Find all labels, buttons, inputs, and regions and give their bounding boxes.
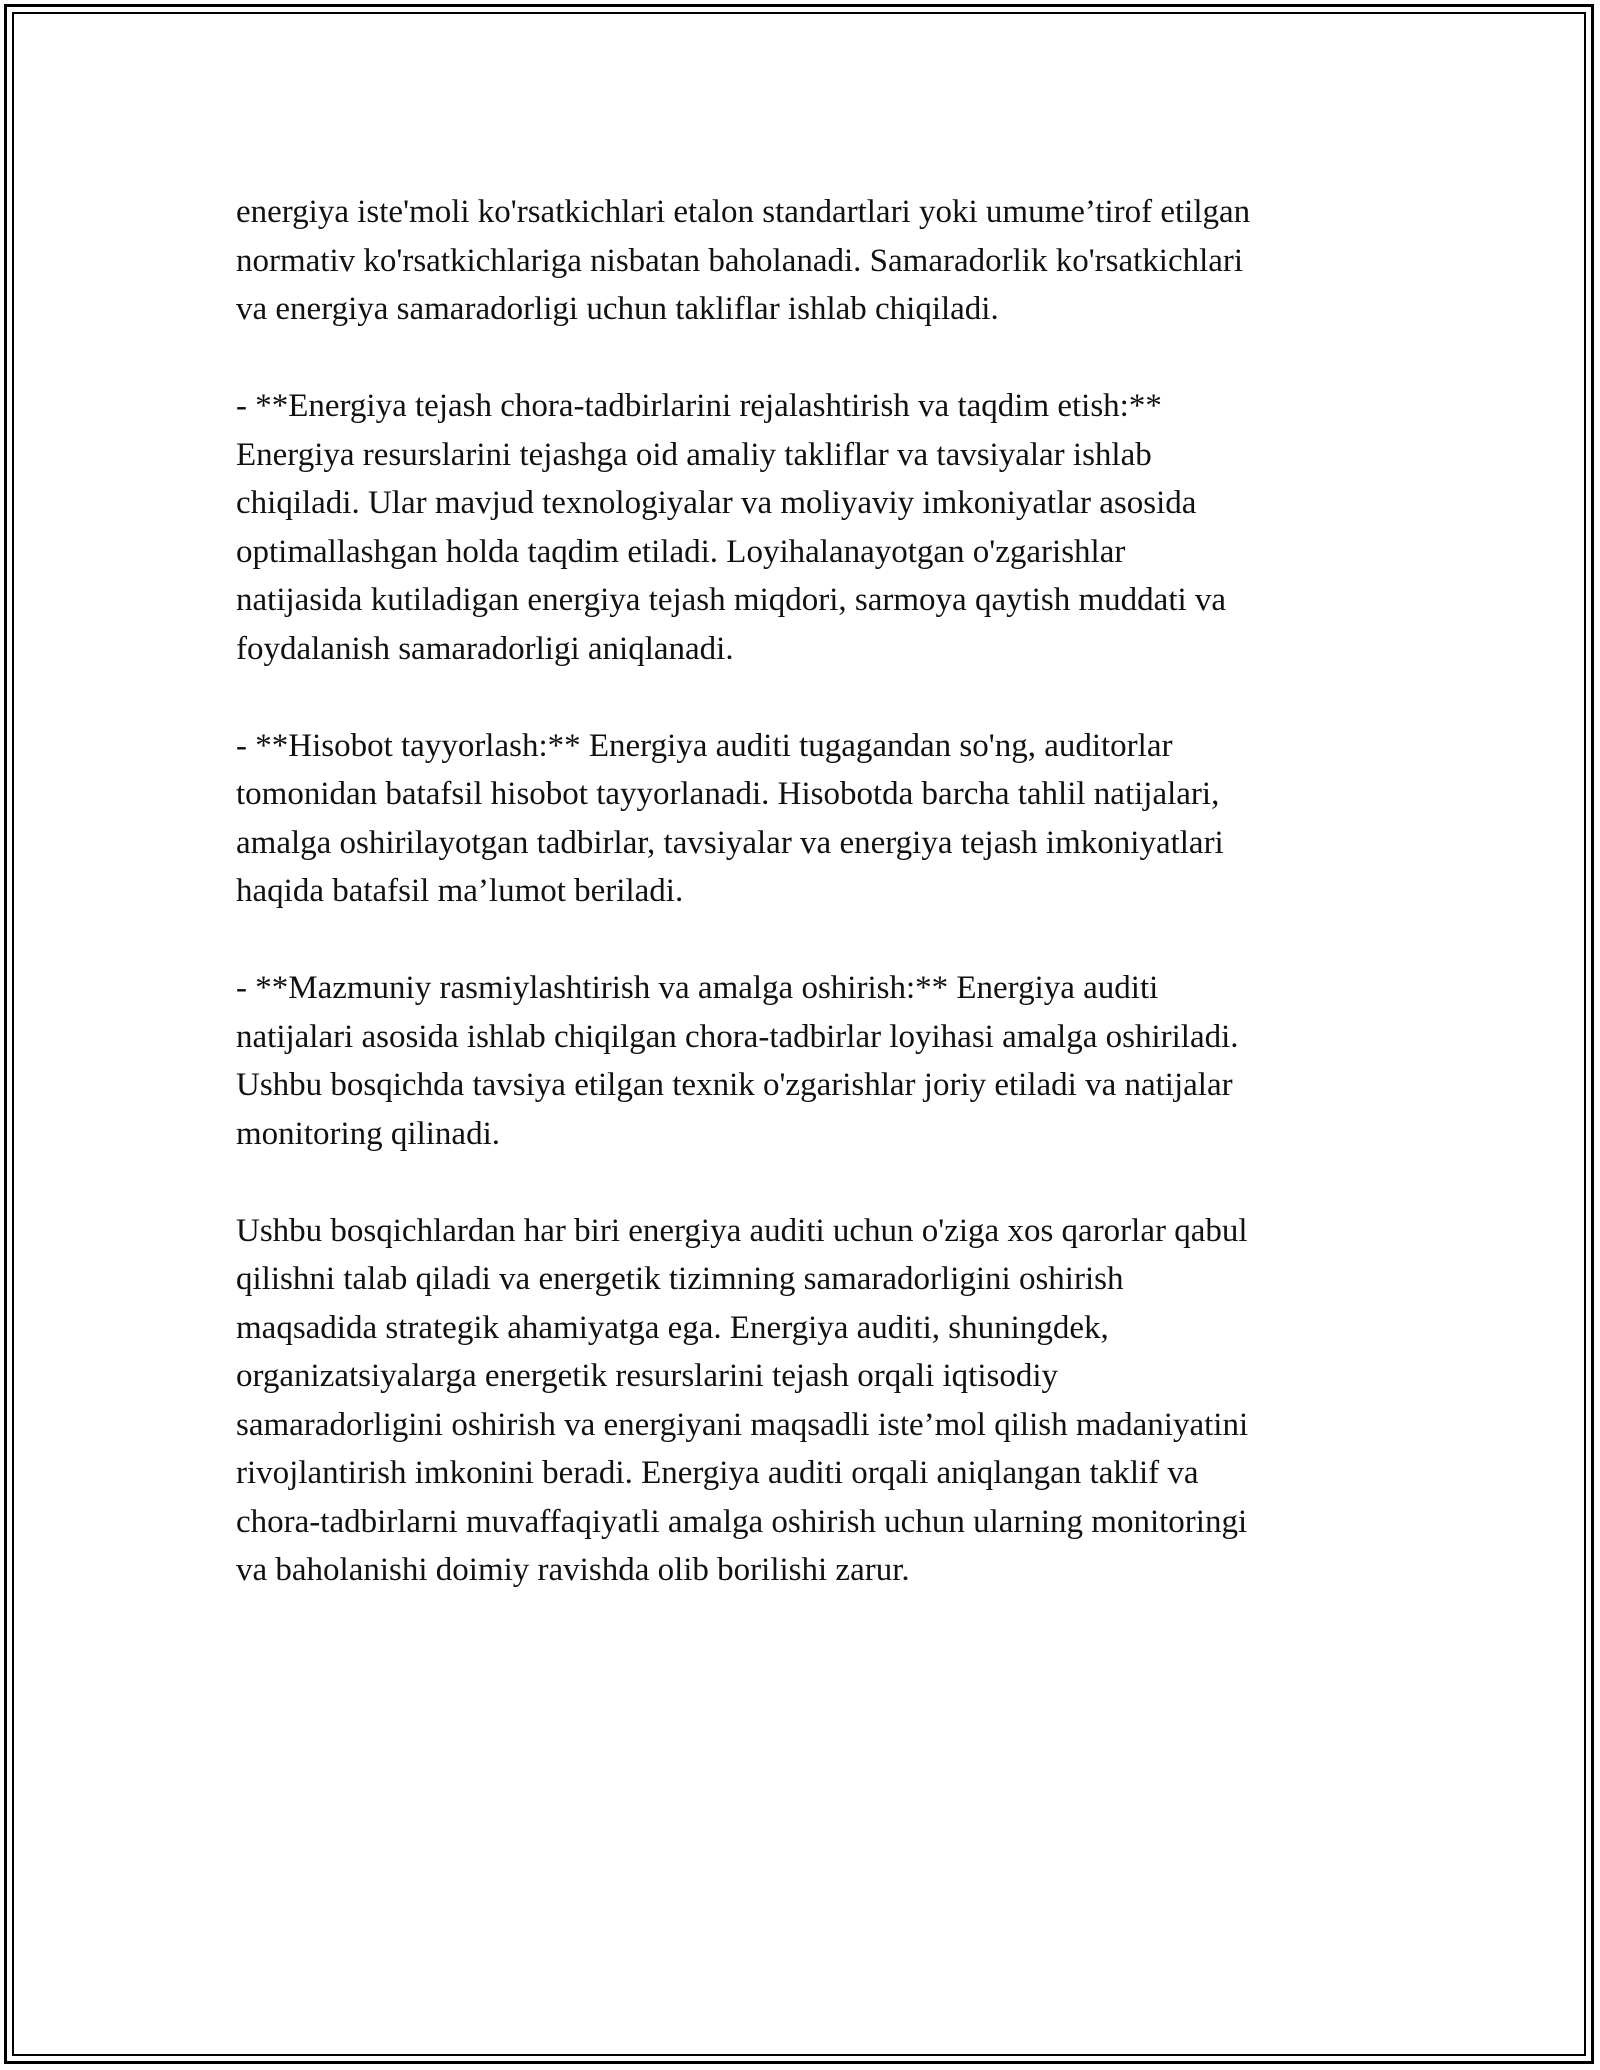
paragraph-evaluation: energiya iste'moli ko'rsatkichlari etalon standartlari yoki umume’tirof etilgan normativ ko'rsatkichlariga nisbatan baholanadi. Samaradorlik ko'rsatkichlari va energiya samaradorligi uchun takliflar ishlab chiqiladi. — [236, 194, 1251, 327]
document-body — [236, 188, 1386, 1643]
paragraph-conclusion: Ushbu bosqichlardan har biri energiya auditi uchun o'ziga xos qarorlar qabul qilishni talab qiladi va energetik tizimning samaradorligini oshirish maqsadida strategik ahamiyatga ega. Energiya auditi, shuningdek, organizatsiyalarga energetik resurslarini tejash orqali iqtisodiy samaradorligini oshirish va energiyani maqsadli iste’mol qilish madaniyatini rivojlantirish imkonini beradi. Energiya auditi orqali aniqlangan taklif va chora-tadbirlarni muvaffaqiyatli amalga oshirish uchun ularning monitoringi va baholanishi doimiy ravishda olib borilishi zarur. — [236, 1212, 1249, 1588]
paragraph-report: - **Hisobot tayyorlash:** Energiya auditi tugagandan so'ng, auditorlar tomonidan batafsil hisobot tayyorlanadi. Hisobotda barcha tahlil natijalari, amalga oshirilayotgan tadbirlar, tavsiyalar va energiya tejash imkoniyatlari haqida batafsil ma’lumot beriladi. — [236, 727, 1224, 909]
paragraph-implementation: - **Mazmuniy rasmiylashtirish va amalga oshirish:** Energiya auditi natijalari asosida ishlab chiqilgan chora-tadbirlar loyihasi amalga oshiriladi. Ushbu bosqichda tavsiya etilgan texnik o'zgarishlar joriy etiladi va natijalar monitoring qilinadi. — [236, 970, 1239, 1152]
paragraph-planning: - **Energiya tejash chora-tadbirlarini rejalashtirish va taqdim etish:** Energiya resurslarini tejashga oid amaliy takliflar va tavsiyalar ishlab chiqiladi. Ular mavjud texnologiyalar va moliyaviy imkoniyatlar asosida optimallashgan holda taqdim etiladi. Loyihalanayotgan o'zgarishlar natijasida kutiladigan energiya tejash miqdori, sarmoya qaytish muddati va foydalanish samaradorligi aniqlanadi. — [236, 388, 1227, 667]
